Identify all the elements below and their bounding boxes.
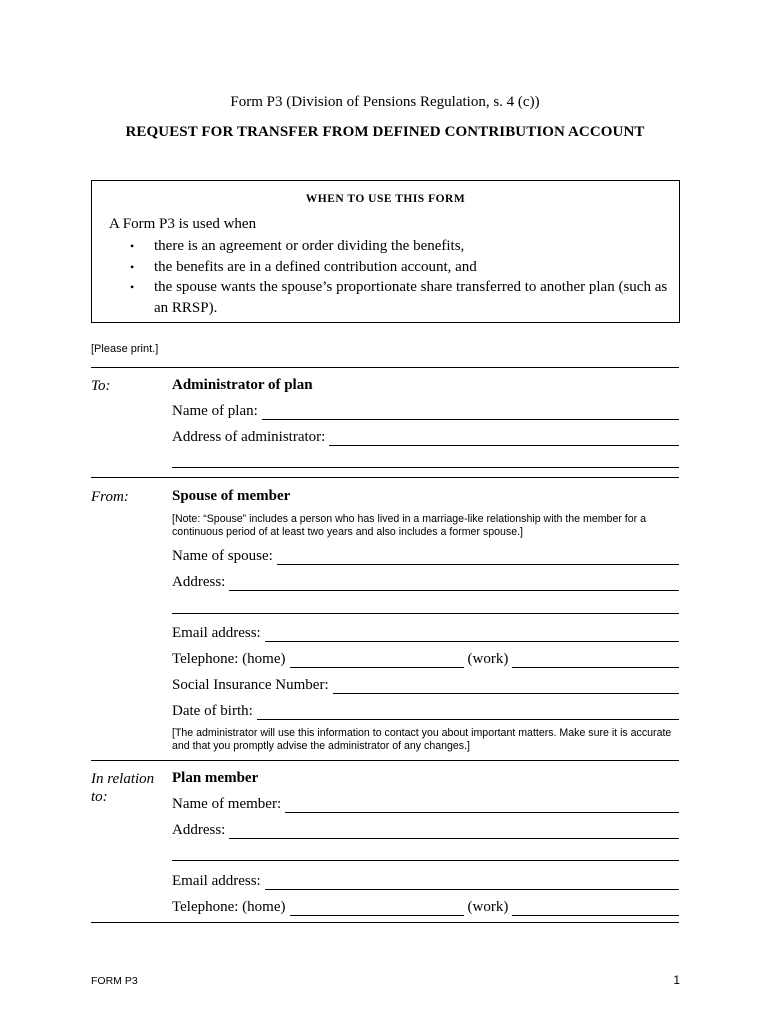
member-address-field — [172, 819, 679, 839]
member-telephone-home-input[interactable] — [290, 899, 464, 916]
usage-box-intro: A Form P3 is used when — [109, 216, 257, 232]
spouse-email-input[interactable] — [265, 625, 679, 642]
spouse-name-label: Name of spouse: — [172, 548, 273, 564]
relation-section-heading: Plan member — [172, 770, 259, 786]
please-print-note: [Please print.] — [91, 343, 159, 355]
relation-side-label-line2: to: — [91, 789, 108, 805]
member-telephone-work-label: (work) — [467, 899, 509, 915]
member-email-label: Email address: — [172, 873, 261, 889]
member-name-label: Name of member: — [172, 796, 282, 812]
spouse-sin-label: Social Insurance Number: — [172, 677, 329, 693]
member-address-input[interactable] — [229, 822, 679, 839]
spouse-dob-field — [172, 700, 679, 720]
spouse-sin-input[interactable] — [333, 677, 679, 694]
list-item — [130, 236, 670, 257]
member-email-input[interactable] — [265, 873, 679, 890]
spouse-telephone-home-label: Telephone: (home) — [172, 651, 286, 667]
to-side-label: To: — [91, 378, 111, 394]
section-divider — [91, 922, 679, 923]
bullet-icon: • — [130, 259, 135, 274]
admin-address-field — [172, 426, 679, 446]
spouse-address-input[interactable] — [229, 574, 679, 591]
bullet-text: the spouse wants the spouse’s proportionate share transferred to another plan (such as an RRSP). — [154, 279, 668, 316]
member-telephone-home-label: Telephone: (home) — [172, 899, 286, 915]
spouse-telephone-work-input[interactable] — [512, 651, 679, 668]
spouse-dob-label: Date of birth: — [172, 703, 253, 719]
spouse-telephone-home-input[interactable] — [290, 651, 464, 668]
member-telephone-work-input[interactable] — [512, 899, 679, 916]
usage-box-heading: WHEN TO USE THIS FORM — [305, 193, 466, 205]
footer-page-number: 1 — [673, 973, 680, 987]
spouse-address-label: Address: — [172, 574, 226, 590]
section-divider — [91, 760, 679, 761]
spouse-name-input[interactable] — [277, 548, 679, 565]
usage-info-box — [91, 180, 680, 323]
from-section-heading: Spouse of member — [172, 488, 291, 504]
contact-info-note: [The administrator will use this information to contact you about important matters. Make sure it is accurate and that you promptly advise the administrator of any changes.] — [172, 727, 672, 752]
spouse-telephone-work-label: (work) — [467, 651, 509, 667]
spouse-address-line-2[interactable] — [172, 613, 679, 614]
spouse-name-field — [172, 545, 679, 565]
bullet-text: there is an agreement or order dividing the benefits, — [154, 238, 465, 254]
member-address-label: Address: — [172, 822, 226, 838]
member-address-line-2[interactable] — [172, 860, 679, 861]
usage-bullet-list — [130, 236, 670, 318]
plan-name-field — [172, 400, 679, 420]
admin-address-label: Address of administrator: — [172, 429, 326, 445]
spouse-email-field — [172, 622, 679, 642]
member-email-field — [172, 870, 679, 890]
form-title: REQUEST FOR TRANSFER FROM DEFINED CONTRIBUTION ACCOUNT — [125, 124, 645, 140]
list-item — [130, 257, 670, 278]
spouse-dob-input[interactable] — [257, 703, 679, 720]
relation-side-label-line1: In relation — [91, 771, 155, 787]
spouse-sin-field — [172, 674, 679, 694]
from-side-label: From: — [91, 489, 129, 505]
plan-name-label: Name of plan: — [172, 403, 258, 419]
member-telephone-field — [172, 896, 679, 916]
spouse-definition-note: [Note: “Spouse” includes a person who has lived in a marriage-like relationship with the member for a continuous period of at least two years and also includes a former spouse.] — [172, 513, 647, 538]
relation-side-label — [91, 770, 154, 806]
bullet-icon: • — [130, 239, 135, 253]
member-name-input[interactable] — [285, 796, 679, 813]
spouse-email-label: Email address: — [172, 625, 261, 641]
plan-name-input[interactable] — [262, 403, 679, 420]
member-name-field — [172, 793, 679, 813]
to-section-heading: Administrator of plan — [172, 377, 313, 393]
spouse-telephone-field — [172, 648, 679, 668]
form-subtitle: Form P3 (Division of Pensions Regulation, s. 4 (c)) — [230, 94, 540, 110]
bullet-text: the benefits are in a defined contribution account, and — [154, 258, 477, 275]
footer-form-name: FORM P3 — [91, 975, 138, 987]
list-item — [130, 277, 670, 318]
section-divider — [91, 477, 679, 478]
admin-address-line-2[interactable] — [172, 467, 679, 468]
spouse-address-field — [172, 571, 679, 591]
bullet-icon: • — [130, 280, 135, 294]
section-divider — [91, 367, 679, 368]
admin-address-input[interactable] — [329, 429, 679, 446]
